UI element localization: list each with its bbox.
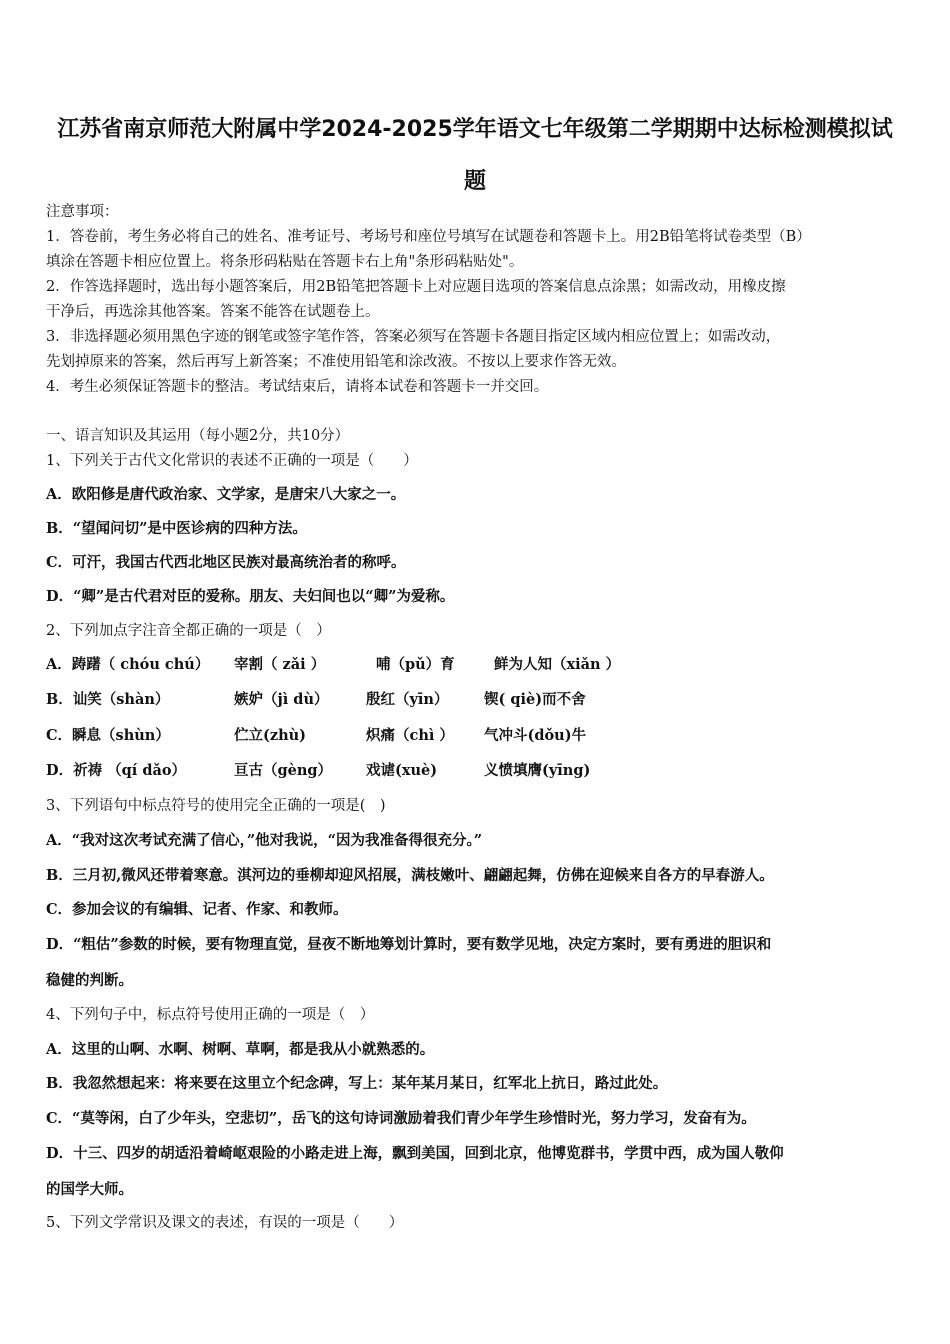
notice-line: 干净后，再选涂其他答案。答案不能答在试题卷上。 (46, 304, 380, 320)
question-1-stem: 1、下列关于古代文化常识的表述不正确的一项是（ ） (46, 453, 418, 469)
question-2-stem: 2、下列加点字注音全都正确的一项是（ ） (46, 623, 331, 639)
q1-option-b: B．“望闻问切”是中医诊病的四种方法。 (46, 520, 307, 537)
q3-option-a: A．“我对这次考试充满了信心，”他对我说，“因为我准备得很充分。” (46, 832, 483, 849)
q2-option-b-3: 殷红（yīn） (366, 691, 449, 708)
q2-option-d-3: 戏谑(xuè) (366, 762, 438, 779)
q2-option-b-4: 锲( qiè)而不舍 (484, 691, 586, 708)
q3-option-d-cont: 稳健的判断。 (46, 972, 133, 989)
q2-option-b-2: 嫉妒（jì dù） (234, 691, 329, 708)
q3-option-c: C．参加会议的有编辑、记者、作家、和教师。 (46, 901, 348, 918)
q4-option-b: B．我忽然想起来：将来要在这里立个纪念碑，写上：某年某月某日，红军北上抗日，路过此处。 (46, 1075, 668, 1092)
question-5-stem: 5、下列文学常识及课文的表述，有误的一项是（ ） (46, 1215, 404, 1231)
notice-line: 先划掉原来的答案，然后再写上新答案；不准使用铅笔和涂改液。不按以上要求作答无效。 (46, 354, 626, 370)
q4-option-c: C．“莫等闲，白了少年头，空悲切”，岳飞的这句诗词激励着我们青少年学生珍惜时光，努力学习，发奋有为。 (46, 1110, 756, 1127)
q2-option-c-3: 炽痛（chì ） (366, 727, 454, 744)
q2-option-b-1: B．讪笑（shàn） (46, 691, 170, 708)
q3-option-b: B．三月初,微风还带着寒意。淇河边的垂柳却迎风招展，满枝嫩叶、翩翩起舞，仿佛在迎候来自各方的早春游人。 (46, 867, 774, 884)
q1-option-a: A．欧阳修是唐代政治家、文学家，是唐宋八大家之一。 (46, 486, 406, 503)
q4-option-d: D．十三、四岁的胡适沿着崎岖艰险的小路走进上海，飘到美国，回到北京，他博览群书，学贯中西，成为国人敬仰 (46, 1145, 784, 1162)
q4-option-d-cont: 的国学大师。 (46, 1181, 133, 1198)
q2-option-a-2: 宰割（ zǎi ） (234, 656, 326, 673)
notice-line: 1．答卷前，考生务必将自己的姓名、准考证号、考场号和座位号填写在试题卷和答题卡上。用2B铅笔将试卷类型（B） (46, 229, 811, 245)
q1-option-c: C．可汗，我国古代西北地区民族对最高统治者的称呼。 (46, 554, 406, 571)
notice-line: 填涂在答题卡相应位置上。将条形码粘贴在答题卡右上角"条形码粘贴处"。 (46, 254, 524, 270)
q2-option-a-3: 哺（pǔ）育 (376, 656, 455, 673)
q4-option-a: A．这里的山啊、水啊、树啊、草啊，都是我从小就熟悉的。 (46, 1041, 435, 1058)
q3-option-d: D．“粗估”参数的时候，要有物理直觉，昼夜不断地筹划计算时，要有数学见地，决定方案时，要有勇进的胆识和 (46, 936, 772, 953)
question-3-stem: 3、下列语句中标点符号的使用完全正确的一项是( ) (46, 798, 386, 814)
q2-option-a-1: A．踌躇（ chóu chú） (46, 656, 210, 673)
notice-line: 4．考生必须保证答题卡的整洁。考试结束后，请将本试卷和答题卡一并交回。 (46, 379, 549, 395)
page-title-line2: 题 (463, 169, 486, 194)
q1-option-d: D．“卿”是古代君对臣的爱称。朋友、夫妇间也以“卿”为爱称。 (46, 588, 455, 605)
section-heading: 一、语言知识及其运用（每小题2分，共10分） (46, 428, 350, 444)
q2-option-c-4: 气冲斗(dǒu)牛 (484, 727, 587, 744)
page-title-line1: 江苏省南京师范大附属中学2024-2025学年语文七年级第二学期期中达标检测模拟试 (57, 117, 893, 142)
notice-heading: 注意事项： (46, 204, 119, 220)
q2-option-d-1: D．祈祷 （qí dǎo） (46, 762, 187, 779)
question-4-stem: 4、下列句子中，标点符号使用正确的一项是（ ） (46, 1007, 375, 1023)
q2-option-c-1: C．瞬息（shùn） (46, 727, 170, 744)
notice-line: 2．作答选择题时，选出每小题答案后，用2B铅笔把答题卡上对应题目选项的答案信息点涂黑；如需改动，用橡皮擦 (46, 279, 786, 295)
notice-line: 3．非选择题必须用黑色字迹的钢笔或签字笔作答，答案必须写在答题卡各题目指定区域内相应位置上；如需改动， (46, 329, 781, 345)
q2-option-c-2: 伫立(zhù) (234, 727, 307, 744)
q2-option-a-4: 鲜为人知（xiǎn ） (494, 656, 621, 673)
q2-option-d-2: 亘古（gèng） (234, 762, 333, 779)
q2-option-d-4: 义愤填膺(yīng) (484, 762, 591, 779)
